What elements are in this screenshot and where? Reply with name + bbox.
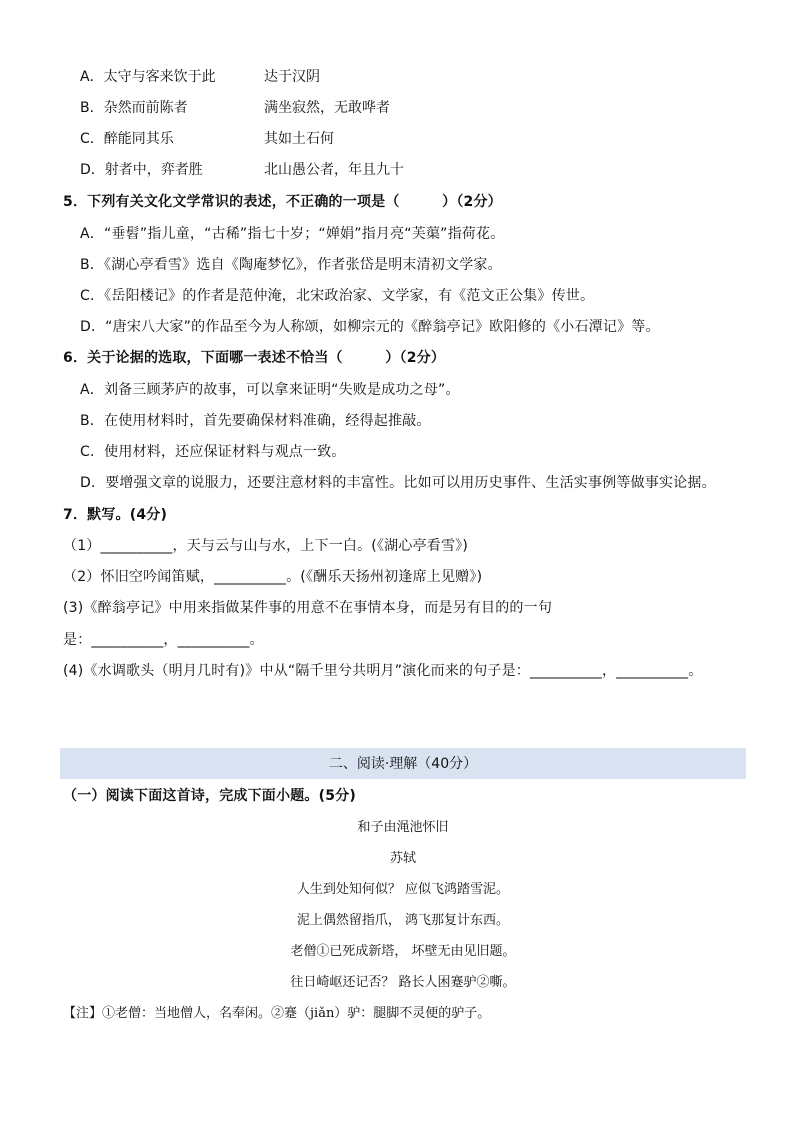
reading-part1-instruction: （一）阅读下面这首诗，完成下面小题。(5分) [63,788,356,804]
q4-option-c-right: 其如土石何 [264,131,334,147]
q7-item-3-continued: 是：__________，__________。 [63,632,264,648]
q4-option-a-left: A．太守与客来饮于此 [80,69,216,85]
q6-option-b: B．在使用材料时，首先要确保材料准确，经得起推敲。 [80,413,431,429]
poem-author: 苏轼 [389,851,416,866]
section-header-bar [60,748,746,779]
q4-option-d-left: D．射者中，弈者胜 [80,162,203,178]
poem-line-3: 老僧①已死成新塔， 坏壁无由见旧题。 [290,944,516,959]
q7-item-2: （2）怀旧空吟闻笛赋，__________。(《酬乐天扬州初逢席上见赠》) [63,569,483,585]
q7-item-1: （1）__________，天与云与山与水，上下一白。(《湖心亭看雪》) [63,538,469,554]
q4-option-d-right: 北山愚公者，年且九十 [264,162,404,178]
poem-title: 和子由渑池怀旧 [357,820,449,835]
q5-option-d: D．“唐宋八大家”的作品至今为人称颂，如柳宗元的《醉翁亭记》欧阳修的《小石潭记》等。 [80,319,660,335]
q4-option-b-left: B．杂然而前陈者 [80,100,188,116]
poem-line-1: 人生到处知何似？ 应似飞鸿踏雪泥。 [296,882,510,897]
q6-option-d: D．要增强文章的说服力，还要注意材料的丰富性。比如可以用历史事件、生活实事例等做事实论据。 [80,475,716,491]
q5-option-b: B．《湖心亭看雪》选自《陶庵梦忆》，作者张岱是明末清初文学家。 [80,257,502,273]
q4-option-c-left: C．醉能同其乐 [80,131,174,147]
section-title: 二、阅读·理解（40分） [328,756,478,772]
q7-item-3: (3)《醉翁亭记》中用来指做某件事的用意不在事情本身，而是另有目的的一句 [63,600,553,616]
q6-stem: 6．关于论据的选取，下面哪一表述不恰当（ ）（2分） [63,350,446,366]
q7-stem: 7．默写。(4分) [63,507,168,523]
q4-option-a-right: 达于汉阴 [264,69,320,85]
q4-option-b-right: 满坐寂然，无敢哗者 [264,100,390,116]
q5-stem: 5．下列有关文化文学常识的表述，不正确的一项是（ ）（2分） [63,194,502,210]
q6-option-c: C．使用材料，还应保证材料与观点一致。 [80,444,346,460]
q5-option-a: A．“垂髫”指儿童，“古稀”指七十岁；“婵娟”指月亮“芙蕖”指荷花。 [80,226,505,242]
poem-note: 【注】①老僧：当地僧人，名奉闲。②蹇（jiǎn）驴：腿脚不灵便的驴子。 [63,1006,491,1021]
q7-item-4: (4)《水调歌头（明月几时有)》中从“隔千里兮共明月”演化而来的句子是：__________，__________。 [63,663,703,679]
q6-option-a: A．刘备三顾茅庐的故事，可以拿来证明“失败是成功之母”。 [80,382,460,398]
poem-line-4: 往日崎岖还记否？ 路长人困蹇驴②嘶。 [290,975,516,990]
q5-option-c: C．《岳阳楼记》的作者是范仲淹，北宋政治家、文学家，有《范文正公集》传世。 [80,288,595,304]
poem-line-2: 泥上偶然留指爪， 鸿飞那复计东西。 [296,913,510,928]
